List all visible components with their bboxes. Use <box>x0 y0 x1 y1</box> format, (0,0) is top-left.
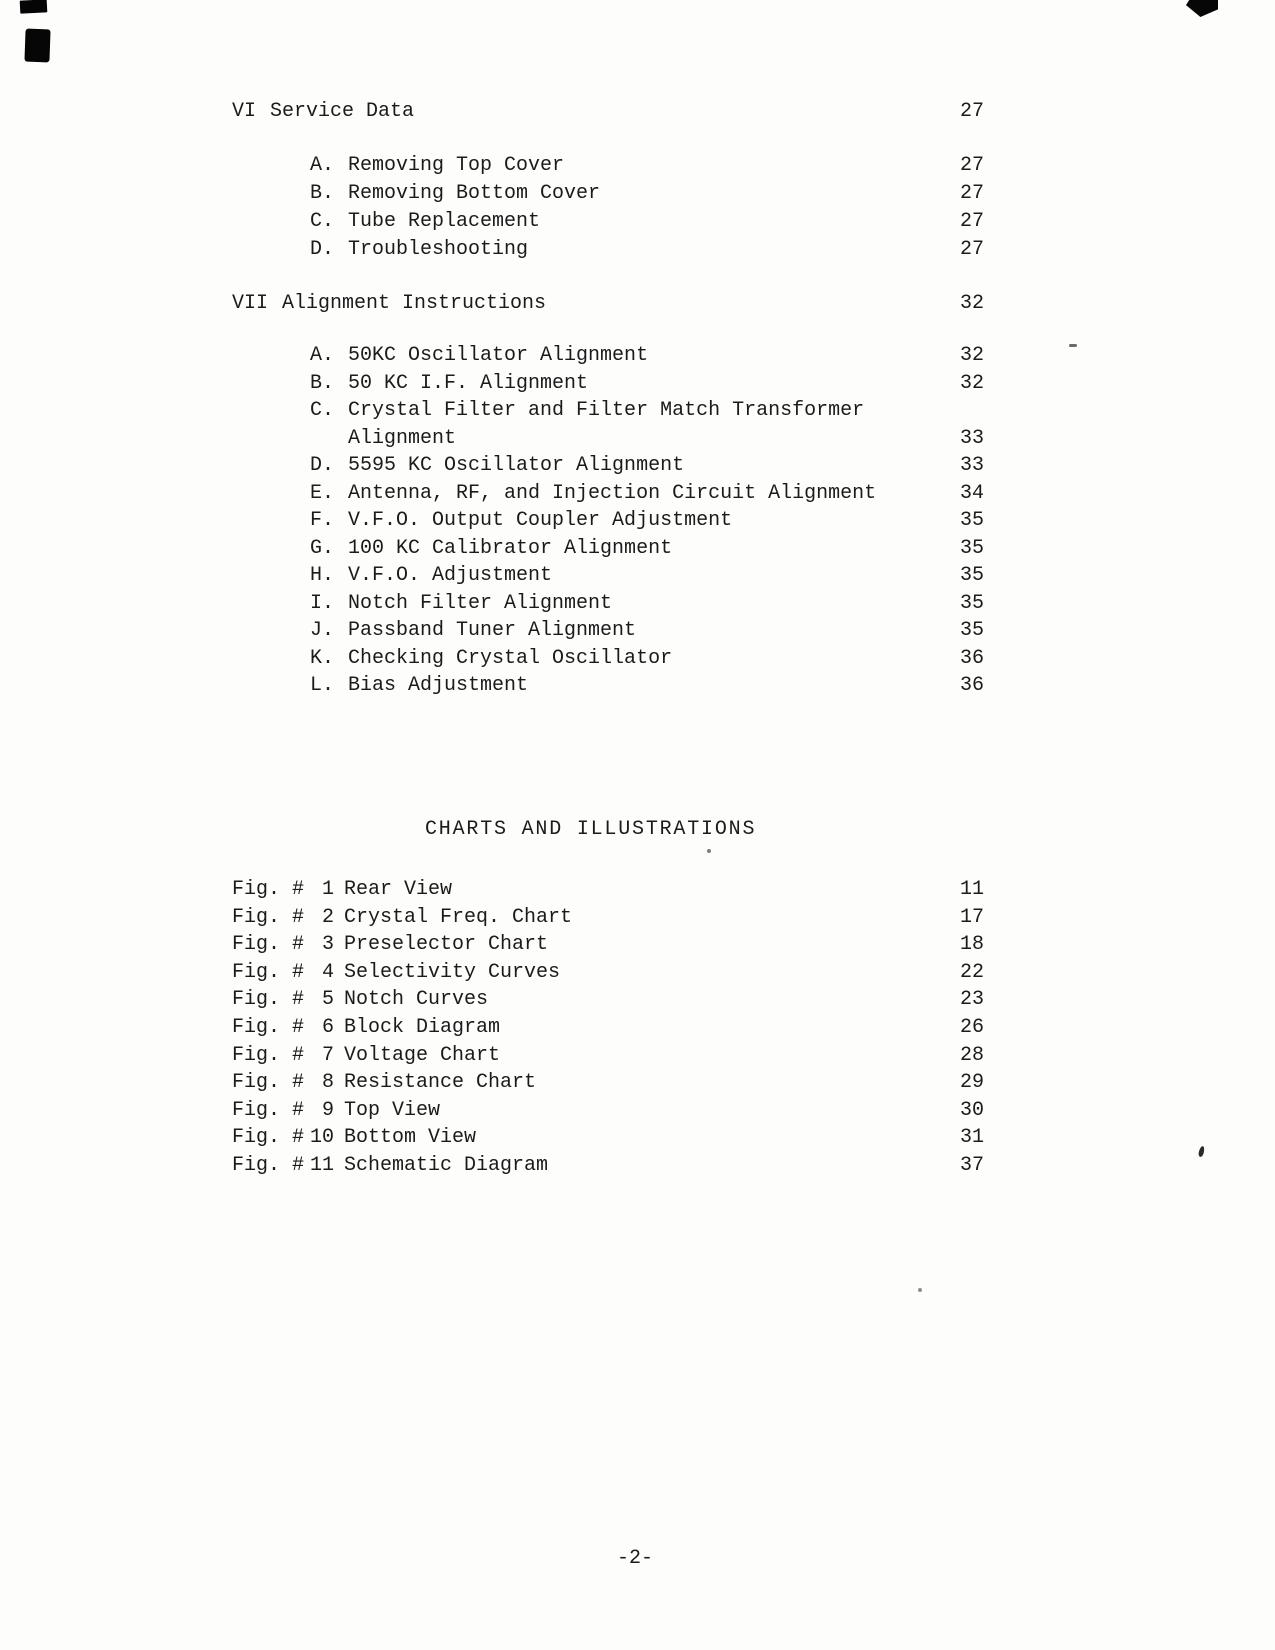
toc-item-title: Crystal Filter and Filter Match Transformer <box>348 399 865 422</box>
toc-item-page-number: 27 <box>960 210 985 233</box>
figure-item <box>0 986 1275 1014</box>
toc-item-title: Bias Adjustment <box>348 674 529 697</box>
figure-title: Rear View <box>344 878 453 901</box>
toc-item-title-continued: Alignment <box>348 426 457 450</box>
figure-prefix: Fig. # <box>232 1153 305 1177</box>
toc-item-title: V.F.O. Adjustment <box>348 564 553 587</box>
toc-item-letter: D. <box>310 238 335 261</box>
toc-item-title: 100 KC Calibrator Alignment <box>348 536 673 560</box>
toc-item-title: Removing Top Cover <box>348 154 565 177</box>
toc-item <box>0 452 1275 480</box>
figure-number: 7 <box>322 1043 335 1067</box>
figure-prefix: Fig. # <box>232 1071 305 1095</box>
section-vii-heading <box>0 290 1275 318</box>
toc-item-page-number: 35 <box>960 536 985 560</box>
section-title: Service Data <box>270 100 415 123</box>
toc-item-title: V.F.O. Output Coupler Adjustment <box>348 509 733 532</box>
toc-item-page-number: 36 <box>960 674 985 697</box>
toc-item <box>0 590 1275 618</box>
toc-item-page-number: 27 <box>960 238 985 261</box>
section-numeral: VI <box>232 100 257 123</box>
toc-item-letter: I. <box>310 591 335 615</box>
toc-item <box>0 480 1275 508</box>
toc-item-page-number: 35 <box>960 591 985 615</box>
figure-item <box>0 904 1275 932</box>
toc-item <box>0 645 1275 673</box>
figure-page-number: 17 <box>960 905 985 929</box>
toc-item-title: 50KC Oscillator Alignment <box>348 344 649 367</box>
scan-artifact-speck <box>918 1288 922 1292</box>
figure-number: 2 <box>322 905 335 929</box>
figure-prefix: Fig. # <box>232 1015 305 1039</box>
figure-page-number: 23 <box>960 988 985 1012</box>
toc-item-letter: A. <box>310 154 335 177</box>
figure-prefix: Fig. # <box>232 1126 305 1150</box>
figure-item <box>0 959 1275 987</box>
figure-prefix: Fig. # <box>232 933 305 957</box>
toc-item <box>0 370 1275 398</box>
toc-item-page-number: 35 <box>960 509 985 532</box>
toc-item-title: Checking Crystal Oscillator <box>348 646 673 670</box>
figure-page-number: 18 <box>960 933 985 957</box>
toc-item-page-number: 33 <box>960 426 985 450</box>
figure-title: Schematic Diagram <box>344 1153 549 1177</box>
toc-item-letter: A. <box>310 344 335 367</box>
figure-title: Top View <box>344 1098 441 1122</box>
toc-item-title: Tube Replacement <box>348 210 541 233</box>
figure-prefix: Fig. # <box>232 988 305 1012</box>
illustrations-heading: CHARTS AND ILLUSTRATIONS <box>425 818 757 841</box>
toc-item-letter: J. <box>310 619 335 642</box>
section-page-number: 32 <box>960 292 985 315</box>
toc-item <box>0 507 1275 535</box>
toc-item-title: Notch Filter Alignment <box>348 591 613 615</box>
figure-prefix: Fig. # <box>232 878 305 901</box>
figure-title: Notch Curves <box>344 988 489 1012</box>
figure-item <box>0 1097 1275 1125</box>
figure-number: 11 <box>310 1153 335 1177</box>
figure-item <box>0 1152 1275 1180</box>
toc-item <box>0 672 1275 700</box>
toc-item-letter: K. <box>310 646 335 670</box>
toc-item-page-number: 36 <box>960 646 985 670</box>
toc-item-letter: F. <box>310 509 335 532</box>
toc-item-title: Removing Bottom Cover <box>348 182 601 205</box>
toc-item-page-number: 27 <box>960 154 985 177</box>
toc-item-letter: B. <box>310 371 335 395</box>
figure-prefix: Fig. # <box>232 905 305 929</box>
toc-item-letter: C. <box>310 399 335 422</box>
toc-item-title: Passband Tuner Alignment <box>348 619 637 642</box>
toc-item-page-number: 27 <box>960 182 985 205</box>
figure-page-number: 11 <box>960 878 985 901</box>
section-vi-item-list <box>0 152 1275 264</box>
toc-item <box>0 180 1275 208</box>
toc-item <box>0 236 1275 264</box>
scan-artifact-blob-top-right <box>1186 0 1218 17</box>
figure-item <box>0 1014 1275 1042</box>
toc-item <box>0 342 1275 370</box>
toc-item-page-number: 33 <box>960 454 985 477</box>
figure-page-number: 30 <box>960 1098 985 1122</box>
toc-item-page-number: 32 <box>960 371 985 395</box>
toc-item <box>0 617 1275 645</box>
figure-number: 6 <box>322 1015 335 1039</box>
toc-item-letter: H. <box>310 564 335 587</box>
toc-item-letter: B. <box>310 182 335 205</box>
figure-title: Block Diagram <box>344 1015 501 1039</box>
figure-prefix: Fig. # <box>232 960 305 984</box>
toc-item-letter: G. <box>310 536 335 560</box>
toc-item <box>0 397 1275 452</box>
figure-title: Crystal Freq. Chart <box>344 905 573 929</box>
toc-item-page-number: 32 <box>960 344 985 367</box>
figure-prefix: Fig. # <box>232 1043 305 1067</box>
figure-prefix: Fig. # <box>232 1098 305 1122</box>
figure-title: Preselector Chart <box>344 933 549 957</box>
toc-item-letter: E. <box>310 481 335 505</box>
figure-number: 4 <box>322 960 335 984</box>
section-vii-item-list <box>0 342 1275 700</box>
figure-title: Selectivity Curves <box>344 960 561 984</box>
toc-item-letter: D. <box>310 454 335 477</box>
section-page-number: 27 <box>960 100 985 123</box>
figure-page-number: 28 <box>960 1043 985 1067</box>
figure-page-number: 22 <box>960 960 985 984</box>
section-title: Alignment Instructions <box>282 292 547 315</box>
figure-number: 10 <box>310 1126 335 1150</box>
toc-item-title: Troubleshooting <box>348 238 529 261</box>
figure-number: 8 <box>322 1071 335 1095</box>
figure-number: 9 <box>322 1098 335 1122</box>
figure-list <box>0 876 1275 1180</box>
toc-item-title: 5595 KC Oscillator Alignment <box>348 454 685 477</box>
toc-item <box>0 562 1275 590</box>
figure-item <box>0 931 1275 959</box>
figure-page-number: 31 <box>960 1126 985 1150</box>
figure-item <box>0 1069 1275 1097</box>
figure-item <box>0 876 1275 904</box>
section-vi-heading <box>0 98 1275 126</box>
toc-item <box>0 208 1275 236</box>
figure-page-number: 26 <box>960 1015 985 1039</box>
footer-page-number: -2- <box>616 1547 653 1570</box>
scan-artifact-bar-left <box>24 29 50 63</box>
section-numeral: VII <box>232 292 269 315</box>
toc-item-title: 50 KC I.F. Alignment <box>348 371 589 395</box>
figure-title: Bottom View <box>344 1126 477 1150</box>
figure-item <box>0 1124 1275 1152</box>
toc-item-page-number: 35 <box>960 564 985 587</box>
scan-artifact-bar-top-left <box>20 0 48 14</box>
toc-item-page-number: 35 <box>960 619 985 642</box>
figure-number: 1 <box>322 878 335 901</box>
figure-page-number: 37 <box>960 1153 985 1177</box>
toc-item <box>0 152 1275 180</box>
figure-number: 3 <box>322 933 335 957</box>
toc-item-title: Antenna, RF, and Injection Circuit Alignment <box>348 481 877 505</box>
figure-title: Resistance Chart <box>344 1071 537 1095</box>
figure-item <box>0 1042 1275 1070</box>
toc-item-letter: L. <box>310 674 335 697</box>
figure-title: Voltage Chart <box>344 1043 501 1067</box>
figure-number: 5 <box>322 988 335 1012</box>
figure-page-number: 29 <box>960 1071 985 1095</box>
toc-item <box>0 535 1275 563</box>
scan-artifact-speck <box>707 849 711 853</box>
toc-item-page-number: 34 <box>960 481 985 505</box>
toc-item-letter: C. <box>310 210 335 233</box>
